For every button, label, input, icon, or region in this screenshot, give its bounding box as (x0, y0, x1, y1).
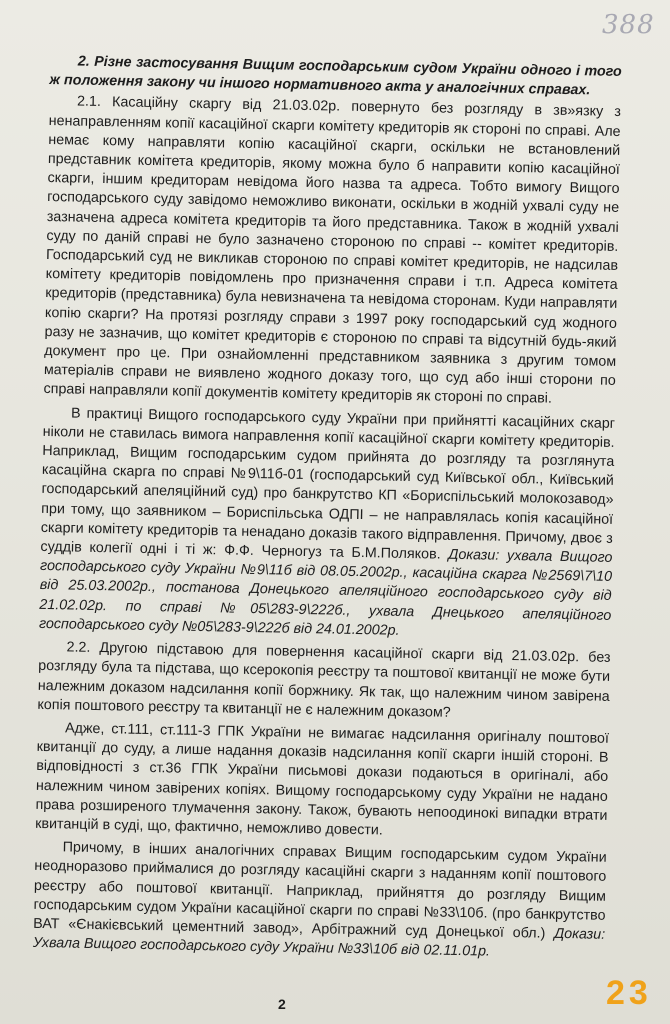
paragraph (39, 404, 615, 645)
paragraph-text: 2.1. Касаційну скаргу від 21.03.02р. повернуто без розгляду в зв»язку з ненаправленням копії касаційної скарги комітету кредиторів як стороні по справі. Але немає кому направляти копію касаційної скарги, оскільки не встановлений представник комітета кредиторів, якому можна було б направити копію касаційної скарги, іншим кредиторам невідома його назва та адреса. Тобто вимогу Вищого господарського суду завідомо неможливо виконати, оскільки в жодній ухвалі суду не зазначена адреса комітета кредиторів та його представника. Також в жодній ухвалі суду по даній справі не було зазначено стороною по справі -- комітет кредиторів. Господарський суд не викликав стороною по справі комітет кредиторів, не надсилав комітету кредиторів повідомлень про призначення справи і т.п. Адреса комітета кредиторів (представника) була невизначена та невідома сторонам. Куди направляти копію скарги? На протязі розгляду справи з 1997 року господарський суд жодного разу не зазначив, що комітет кредиторів є стороною по справі та відсутній будь-який документ про це. При ознайомленні представником заявника з другим томом матеріалів справи не виявлено жодного доказу того, що суд або інші сторони по справі направляли копії документів комітету кредиторів як стороні по справі. (43, 93, 622, 408)
page-number: 2 (278, 996, 286, 1012)
paragraph-text: В практиці Вищого господарського суду України при прийнятті касаційних скарг ніколи не ставилась вимога направлення копії касаційної скарги комітету кредиторів. Наприклад, Вищим господарським судом прийнята до розгляду та розглянута касаційна скарга по справі №9\11б-01 (господарський суд Київської обл., Київський господарський апеляційний суд) про банкрутство КП «Бориспільський молокозавод» при тому, що заявником – Бориспільська ОДПІ – не направлялась копія касаційної скарги комітету кредиторів та ненадано доказів такого відправлення. Причому, двоє з суддів колегії одні і ті ж: Ф.Ф. Черногуз та Б.М.Поляков. (40, 405, 616, 563)
evidence-citation: Докази: Ухвала Вищого господарського суду України №33\10б від 02.11.01р. (32, 925, 606, 960)
paragraph-text: Причому, в інших аналогічних справах Вищим господарським судом України неодноразово приймалися до розгляду касаційні скарги з наданням копії поштового реєстру або поштової квитанції. Наприклад, прийняття до розгляду Вищим господарським судом України касаційної скарги по справі №33\10б. (про банкрутство ВАТ «Єнакієвський цементний завод», Арбітражний суд Донецької обл.) (33, 839, 607, 942)
handwritten-archive-number: 388 (602, 10, 655, 40)
paragraph-text: Адже, ст.111, ст.111-3 ГПК України не вимагає надсилання оригіналу поштової квитанції до суду, а лише надання доказів надсилання копії скарги іншій стороні. В відповідності з ст.36 ГПК України письмові докази подаються в оригіналі, або належним чином завірених копіях. Вищому господарському суду України не надано права розширеного тлумачення закону. Також, бувають непоодинокі випадки втрати квитанцій в суді, що, фактично, неможливо довести. (35, 720, 610, 839)
paragraph (35, 719, 609, 845)
document-body (33, 52, 622, 964)
section-heading: 2. Різне застосування Вищим господарським судом України одного і того ж положення закону чи іншого нормативного акта у аналогічних справах. (49, 53, 622, 99)
paragraph-text: 2.2. Другою підставою для повернення касаційної скарги від 21.03.02р. без розгляду була та підстава, що ксерокопія реєстру та поштової квитанції не може бути належним доказом надсилання копії боржнику. Як так, що належним чином завірена копія поштового реєстру та квитанції не є належним доказом? (37, 639, 611, 721)
paragraph (37, 638, 610, 726)
paragraph (33, 838, 607, 964)
paragraph (43, 92, 621, 410)
evidence-citation: Докази: ухвала Вищого господарського суду України №9\11б від 08.05.2002р., касаційна скарга №2569\7\10 від 25.03.2002р., постанова Донецького апеляційного господарського суду від 21.02.02р. по справі №05\283-9\222б., ухвала Днецького апеляційного господарського суду №05\283-9\222б від 24.01.2002р. (38, 546, 613, 639)
stamp-number: 23 (606, 974, 652, 1012)
